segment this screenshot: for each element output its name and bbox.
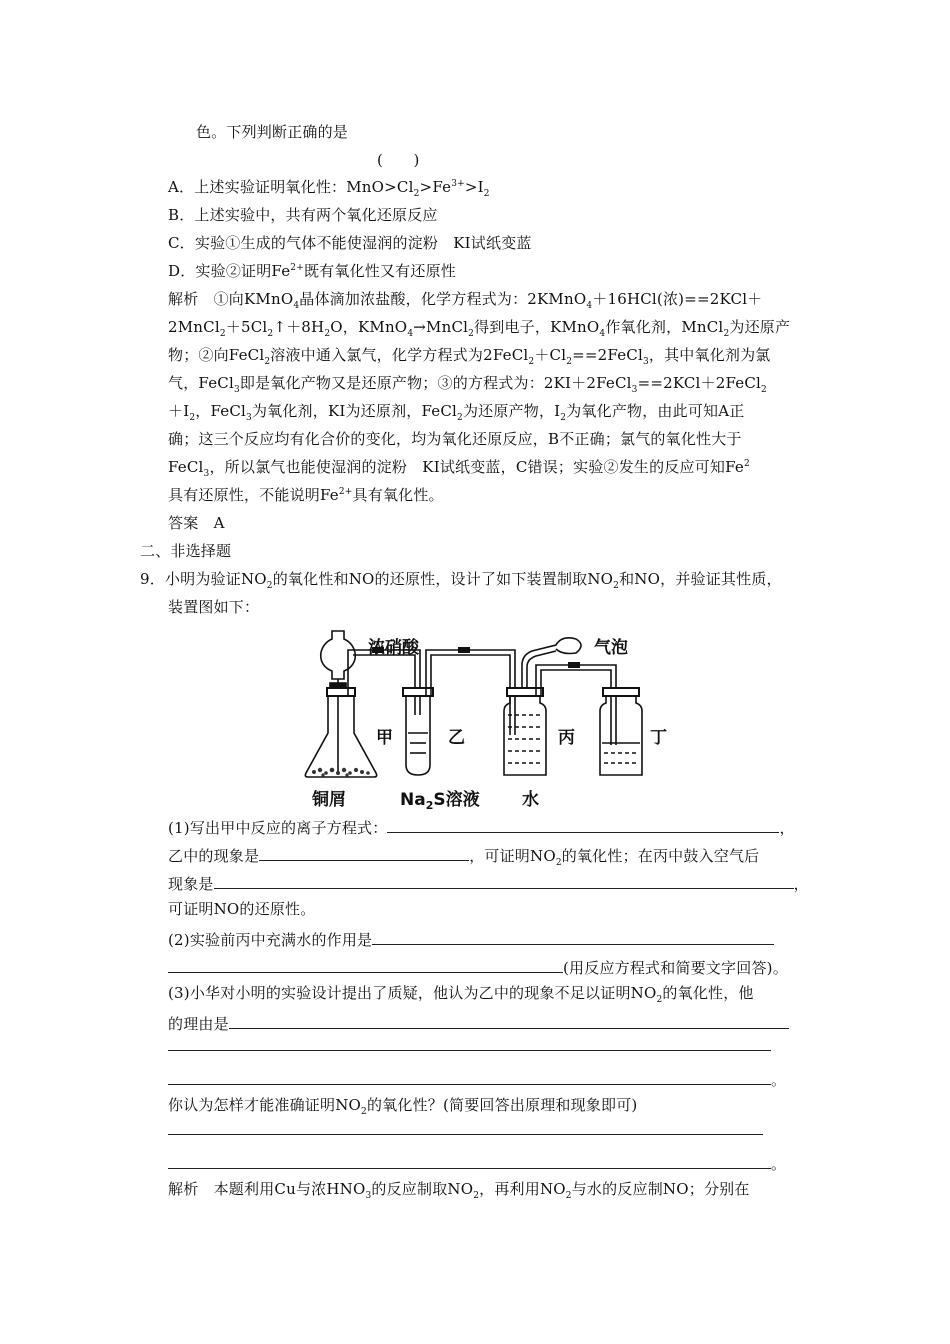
q8-stem-tail: 色。下列判断正确的是 [196,123,349,141]
q8-option-a: A．上述实验证明氧化性：$MnO>Cl_2>Fe^{3+}>I_2$ [168,178,490,199]
section-heading: 二、非选择题 [140,542,232,560]
q8-analysis-line-4: 气，FeCl$_3$即是氧化产物又是还原产物；③的方程式为：2KI＋2FeCl$_3$==2KCl＋2FeCl$_2$ [168,374,767,395]
q8-answer: 答案 A [168,514,225,532]
answer-blank[interactable] [214,874,794,889]
answer-blank[interactable] [229,1014,789,1029]
answer-line[interactable] [168,1050,771,1051]
q9-part1-line-1: (1)写出甲中反应的离子方程式： ， [168,819,795,837]
label-ding: 丁 [650,728,667,748]
answer-blank[interactable] [259,846,469,861]
q8-analysis-line-7: FeCl$_3$，所以氯气也能使湿润的淀粉 KI试纸变蓝，C错误；实验②发生的反应可知Fe$^2$ [168,458,750,479]
q9-part1-line-4: 可证明NO的还原性。 [168,900,316,918]
label-yi: 乙 [448,728,465,748]
copper-shavings [312,768,370,777]
label-water: 水 [522,790,539,810]
q9-part3-question: 你认为怎样才能准确证明$NO_2$的氧化性？(简要回答出原理和现象即可) [168,1096,638,1117]
answer-blank[interactable] [372,930,774,945]
answer-blank[interactable] [168,1154,771,1169]
label-na2s-solution: $Na_2S$溶液 [400,790,480,812]
connecting-tube-1 [348,650,420,715]
q8-analysis-line-6: 确；这三个反应均有化合价的变化，均为氧化还原反应，B不正确；氯气的氧化性大于 [168,430,742,448]
label-bubble: 气泡 [594,638,628,658]
q8-answer-paren: ( ) [377,151,420,169]
answer-line[interactable] [168,1134,763,1135]
q9-part3-line-6: 。 [168,1154,786,1172]
separatory-funnel [321,631,356,679]
q8-option-c: C．实验①生成的气体不能使湿润的淀粉 KI试纸变蓝 [168,234,532,252]
q9-part3-line-2: 的理由是 [168,1014,789,1032]
q8-analysis-line-8: 具有还原性，不能说明$Fe^{2+}$具有氧化性。 [168,486,444,504]
q9-part2-line-1: (2)实验前丙中充满水的作用是 [168,930,774,948]
label-jia: 甲 [376,728,393,748]
q9-stem-line-2: 装置图如下： [168,598,260,616]
connecting-tube-3 [536,665,616,745]
test-tube-yi [406,697,430,775]
answer-blank[interactable] [168,958,563,973]
answer-blank[interactable] [387,818,779,833]
q9-part1-line-2: 乙中的现象是 ，可证明$NO_2$的氧化性；在丙中鼓入空气后 [168,847,760,868]
conical-flask-jia [305,697,376,777]
q9-part3-line-4: 。 [168,1070,786,1088]
q9-analysis-line-1: 解析 本题利用Cu与浓$HNO_3$的反应制取$NO_2$，再利用$NO_2$与水的反应制NO；分别在 [168,1180,750,1201]
q8-option-d: D．实验②证明$Fe^{2+}$既有氧化性又有还原性 [168,262,456,280]
q8-analysis-line-5: $+I_2$，FeCl$_3$为氧化剂，KI为还原剂，FeCl$_2$为还原产物，$I_2$为氧化产物，由此可知A正 [168,402,745,423]
q8-option-b: B．上述实验中，共有两个氧化还原反应 [168,206,438,224]
apparatus-figure [300,625,700,815]
q9-stem-line-1: 9．小明为验证$NO_2$的氧化性和NO的还原性，设计了如下装置制取$NO_2$和NO，并验证其性质， [140,570,782,591]
label-bing: 丙 [558,728,575,748]
q9-part1-line-3: 现象是 ， [168,875,809,893]
answer-blank[interactable] [168,1070,771,1085]
label-copper: 铜屑 [312,790,346,810]
connecting-tube-2 [426,650,515,735]
q8-analysis-line-3: 物；②向FeCl$_2$溶液中通入氯气，化学方程式为$2FeCl_2+Cl_2==2FeCl_3$，其中氧化剂为氯 [168,346,771,367]
q9-part3-line-1: (3)小华对小明的实验设计提出了质疑，他认为乙中的现象不足以证明$NO_2$的氧化性，他 [168,984,754,1005]
label-conc-nitric-acid: 浓硝酸 [368,638,419,658]
q9-part2-line-2: (用反应方程式和简要文字回答)。 [168,958,788,976]
q8-analysis-line-1: 解析 ①向KMnO$_4$晶体滴加浓盐酸，化学方程式为：2KMnO$_4$＋16HCl(浓)==2KCl＋ [168,290,763,311]
q8-analysis-line-2: $2MnCl_2+5Cl_2↑+8H_2O$，KMnO$_4$→MnCl$_2$得到电子，KMnO$_4$作氧化剂，MnCl$_2$为还原产 [168,318,791,339]
